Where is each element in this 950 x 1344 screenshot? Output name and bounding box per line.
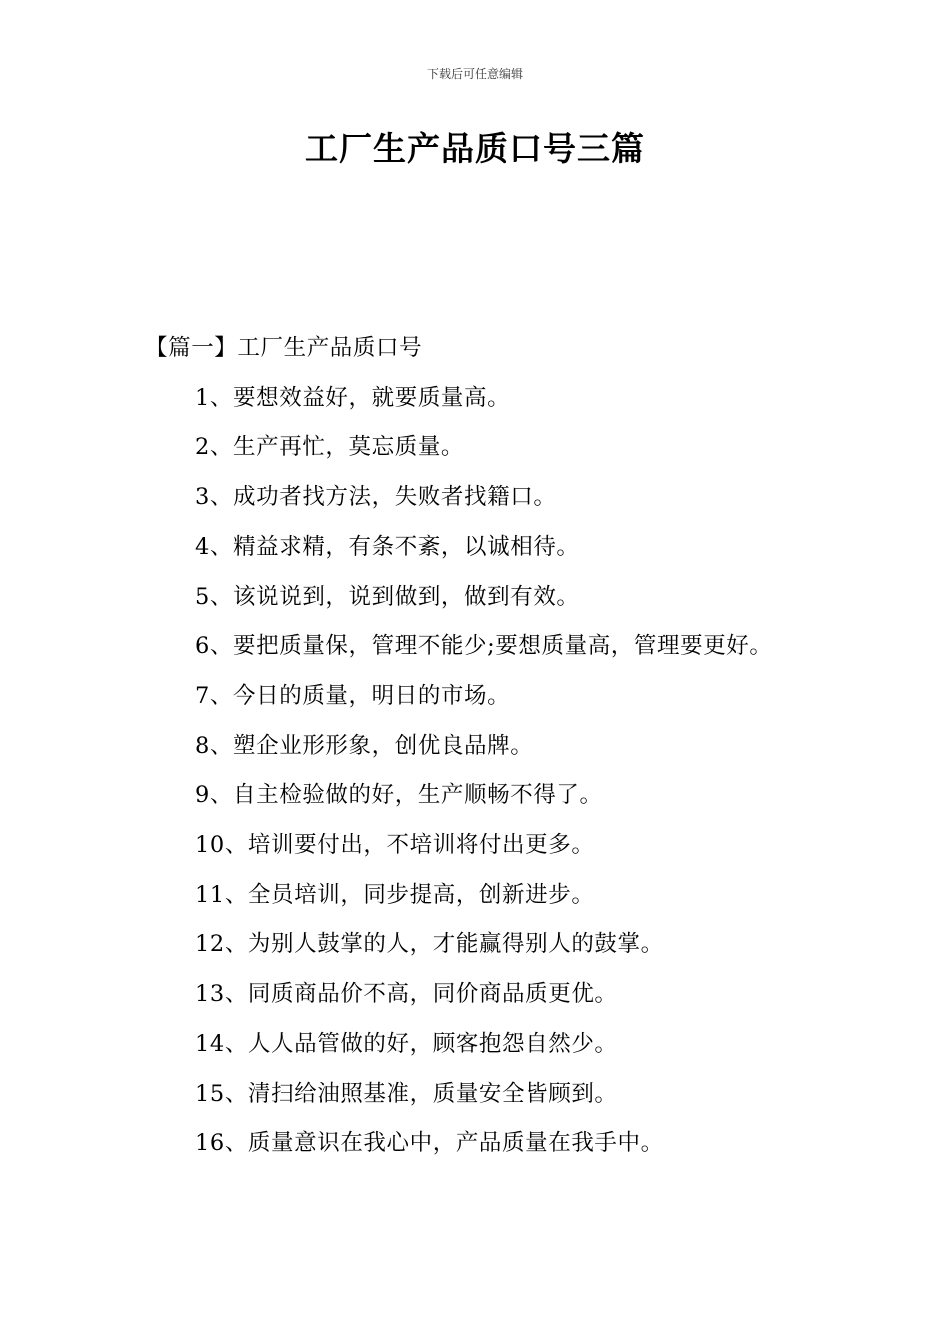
- slogan-item: 16、质量意识在我心中，产品质量在我手中。: [195, 1130, 664, 1157]
- section-heading: 【篇一】工厂生产品质口号: [145, 335, 423, 361]
- slogan-item: 9、自主检验做的好，生产顺畅不得了。: [195, 782, 603, 809]
- slogan-item: 12、为别人鼓掌的人，才能赢得别人的鼓掌。: [195, 931, 664, 958]
- section-body: [145, 324, 813, 1169]
- document-title: 工厂生产品质口号三篇: [305, 129, 645, 168]
- slogan-item: 13、同质商品价不高，同价商品质更优。: [195, 981, 618, 1008]
- slogan-item: 1、要想效益好，就要质量高。: [195, 384, 511, 411]
- slogan-item: 4、精益求精，有条不紊，以诚相待。: [195, 533, 580, 560]
- slogan-item: 14、人人品管做的好，顾客抱怨自然少。: [195, 1030, 618, 1057]
- header-note: 下载后可任意编辑: [426, 67, 523, 81]
- slogan-item: 2、生产再忙，莫忘质量。: [195, 434, 465, 461]
- slogan-item: 3、成功者找方法，失败者找籍口。: [195, 484, 557, 511]
- slogan-item: 8、塑企业形形象，创优良品牌。: [195, 732, 534, 759]
- slogan-item: 15、清扫给油照基准，质量安全皆顾到。: [195, 1080, 618, 1107]
- slogan-item: 7、今日的质量，明日的市场。: [195, 682, 511, 709]
- slogan-item: 11、全员培训，同步提高，创新进步。: [195, 881, 595, 908]
- slogan-item: 5、该说说到，说到做到，做到有效。: [195, 583, 580, 610]
- slogan-list: [145, 374, 813, 1169]
- slogan-item: 6、要把质量保，管理不能少;要想质量高，管理要更好。: [195, 633, 773, 660]
- slogan-item: 10、培训要付出，不培训将付出更多。: [195, 832, 595, 859]
